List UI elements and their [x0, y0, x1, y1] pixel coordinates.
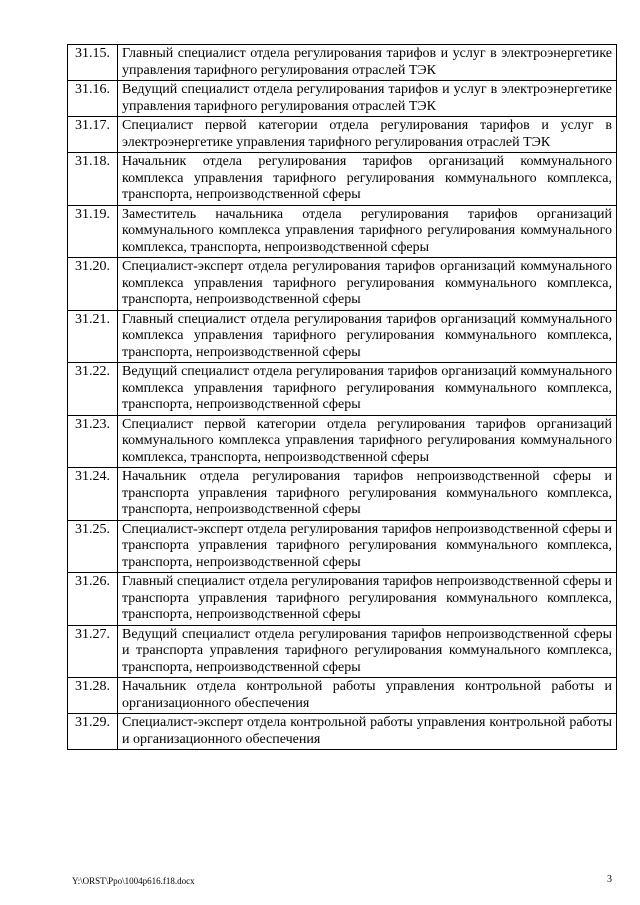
- row-number: 31.28.: [68, 678, 118, 714]
- row-position-title: Начальник отдела регулирования тарифов непроизводственной сферы и транспорта управления тарифного регулирования коммунального комплекса, транспорта, непроизводственной сферы: [118, 468, 617, 521]
- row-number: 31.22.: [68, 363, 118, 416]
- positions-table-body: [68, 45, 617, 750]
- row-position-title: Специалист-эксперт отдела регулирования тарифов организаций коммунального комплекса управления тарифного регулирования коммунального комплекса, транспорта, непроизводственной сферы: [118, 258, 617, 311]
- table-row: [68, 153, 617, 206]
- row-number: 31.16.: [68, 81, 118, 117]
- footer-file-path: Y:\ORST\Ppo\1004p616.f18.docx: [72, 876, 195, 886]
- table-row: [68, 520, 617, 573]
- row-position-title: Главный специалист отдела регулирования тарифов и услуг в электроэнергетике управления тарифного регулирования отраслей ТЭК: [118, 45, 617, 81]
- row-position-title: Главный специалист отдела регулирования тарифов организаций коммунального комплекса управления тарифного регулирования коммунального комплекса, транспорта, непроизводственной сферы: [118, 310, 617, 363]
- row-number: 31.21.: [68, 310, 118, 363]
- row-number: 31.29.: [68, 714, 118, 750]
- footer-page-number: 3: [607, 874, 612, 885]
- table-row: [68, 45, 617, 81]
- table-row: [68, 81, 617, 117]
- row-position-title: Специалист первой категории отдела регулирования тарифов организаций коммунального комплекса управления тарифного регулирования коммунального комплекса, транспорта, непроизводственной сферы: [118, 415, 617, 468]
- row-position-title: Ведущий специалист отдела регулирования тарифов и услуг в электроэнергетике управления тарифного регулирования отраслей ТЭК: [118, 81, 617, 117]
- row-number: 31.25.: [68, 520, 118, 573]
- row-position-title: Специалист первой категории отдела регулирования тарифов и услуг в электроэнергетике управления тарифного регулирования отраслей ТЭК: [118, 117, 617, 153]
- row-number: 31.15.: [68, 45, 118, 81]
- table-row: [68, 415, 617, 468]
- table-row: [68, 678, 617, 714]
- row-number: 31.17.: [68, 117, 118, 153]
- positions-table: [67, 44, 617, 750]
- row-position-title: Специалист-эксперт отдела регулирования тарифов непроизводственной сферы и транспорта управления тарифного регулирования коммунального комплекса, транспорта, непроизводственной сферы: [118, 520, 617, 573]
- table-row: [68, 205, 617, 258]
- row-position-title: Ведущий специалист отдела регулирования тарифов организаций коммунального комплекса управления тарифного регулирования коммунального комплекса, транспорта, непроизводственной сферы: [118, 363, 617, 416]
- table-row: [68, 468, 617, 521]
- row-position-title: Специалист-эксперт отдела контрольной работы управления контрольной работы и организационного обеспечения: [118, 714, 617, 750]
- table-row: [68, 363, 617, 416]
- row-number: 31.24.: [68, 468, 118, 521]
- row-number: 31.19.: [68, 205, 118, 258]
- row-number: 31.20.: [68, 258, 118, 311]
- row-position-title: Начальник отдела регулирования тарифов организаций коммунального комплекса управления тарифного регулирования коммунального комплекса, транспорта, непроизводственной сферы: [118, 153, 617, 206]
- row-number: 31.18.: [68, 153, 118, 206]
- table-row: [68, 310, 617, 363]
- table-row: [68, 714, 617, 750]
- table-row: [68, 117, 617, 153]
- row-number: 31.27.: [68, 625, 118, 678]
- table-row: [68, 258, 617, 311]
- row-position-title: Ведущий специалист отдела регулирования тарифов непроизводственной сферы и транспорта управления тарифного регулирования коммунального комплекса, транспорта, непроизводственной сферы: [118, 625, 617, 678]
- row-position-title: Начальник отдела контрольной работы управления контрольной работы и организационного обеспечения: [118, 678, 617, 714]
- table-row: [68, 625, 617, 678]
- row-number: 31.23.: [68, 415, 118, 468]
- row-position-title: Заместитель начальника отдела регулирования тарифов организаций коммунального комплекса управления тарифного регулирования коммунального комплекса, транспорта, непроизводственной сферы: [118, 205, 617, 258]
- row-position-title: Главный специалист отдела регулирования тарифов непроизводственной сферы и транспорта управления тарифного регулирования коммунального комплекса, транспорта, непроизводственной сферы: [118, 573, 617, 626]
- table-row: [68, 573, 617, 626]
- row-number: 31.26.: [68, 573, 118, 626]
